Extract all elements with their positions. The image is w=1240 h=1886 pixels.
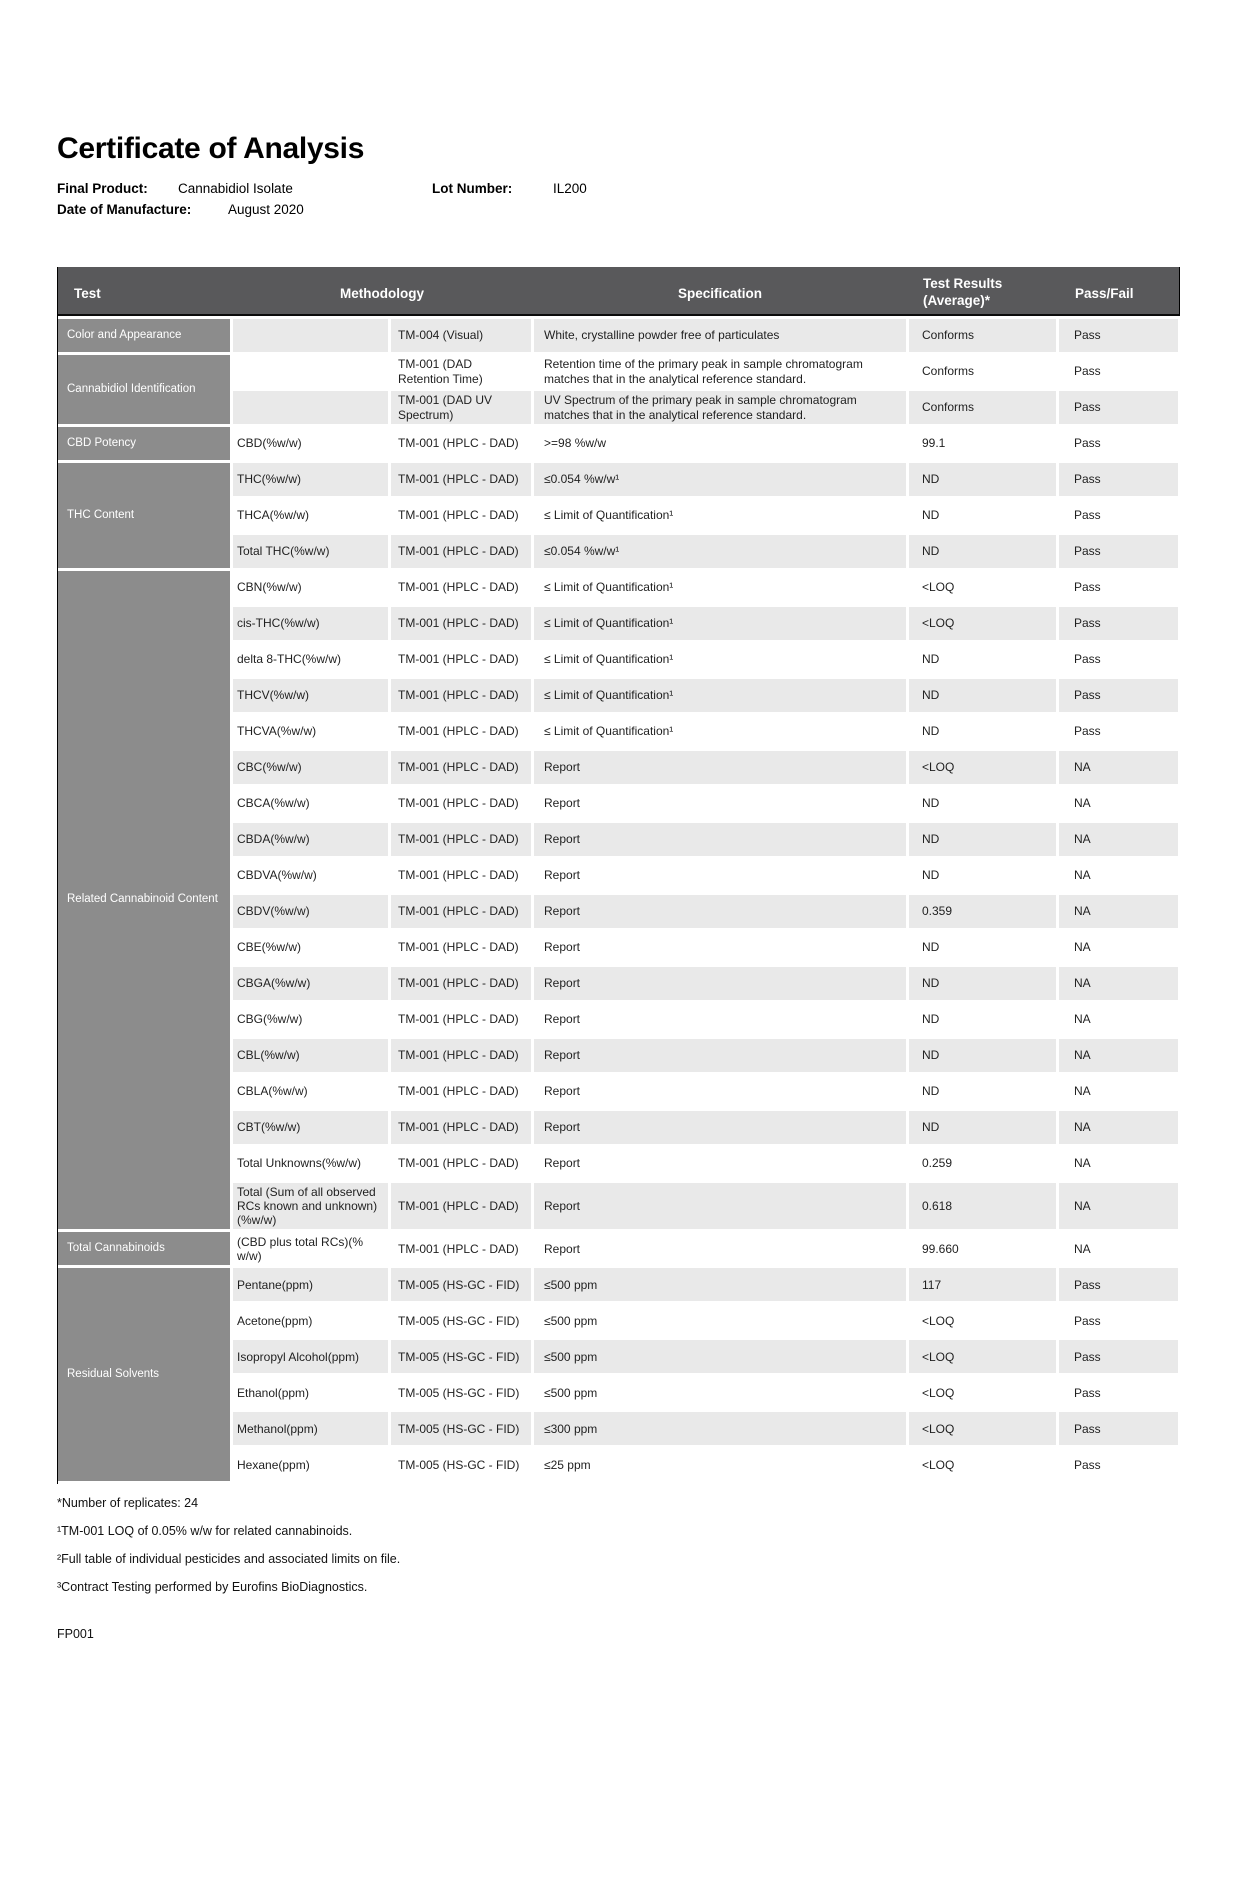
result-cell: 99.660 xyxy=(909,1232,1056,1265)
date-of-manufacture-label: Date of Manufacture: xyxy=(57,202,192,217)
result-cell: <LOQ xyxy=(909,1412,1056,1445)
footnote-loq: ¹TM-001 LOQ of 0.05% w/w for related cannabinoids. xyxy=(57,1524,353,1539)
result-cell: <LOQ xyxy=(909,751,1056,784)
result-cell: ND xyxy=(909,823,1056,856)
result-cell: Conforms xyxy=(909,355,1056,388)
method-cell: TM-001 (HPLC - DAD) xyxy=(391,535,531,568)
method-cell: TM-001 (HPLC - DAD) xyxy=(391,823,531,856)
table-row xyxy=(58,1232,1178,1265)
footnote-contract-testing: ³Contract Testing performed by Eurofins BioDiagnostics. xyxy=(57,1580,368,1595)
analyte-cell: CBE(%w/w) xyxy=(233,931,388,964)
result-cell: <LOQ xyxy=(909,571,1056,604)
table-row xyxy=(58,355,1178,388)
table-header-specification: Specification xyxy=(677,285,763,301)
result-cell: 0.359 xyxy=(909,895,1056,928)
meta-row-2 xyxy=(57,202,1180,223)
spec-cell: Report xyxy=(534,1147,906,1180)
passfail-cell: Pass xyxy=(1059,1340,1178,1373)
spec-cell: Report xyxy=(534,823,906,856)
method-cell: TM-001 (HPLC - DAD) xyxy=(391,571,531,604)
method-cell: TM-005 (HS-GC - FID) xyxy=(391,1268,531,1301)
meta-row-1 xyxy=(57,181,1180,202)
analyte-cell: CBG(%w/w) xyxy=(233,1003,388,1036)
result-cell: <LOQ xyxy=(909,607,1056,640)
result-cell: ND xyxy=(909,499,1056,532)
result-cell: ND xyxy=(909,1075,1056,1108)
spec-cell: White, crystalline powder free of particulates xyxy=(534,319,906,352)
passfail-cell: Pass xyxy=(1059,463,1178,496)
analyte-cell: Acetone(ppm) xyxy=(233,1304,388,1337)
spec-cell: Report xyxy=(534,787,906,820)
passfail-cell: NA xyxy=(1059,1183,1178,1229)
final-product-label: Final Product: xyxy=(57,181,148,196)
passfail-cell: Pass xyxy=(1059,535,1178,568)
final-product-value: Cannabidiol Isolate xyxy=(178,181,293,196)
result-cell: ND xyxy=(909,1003,1056,1036)
spec-cell: ≤ Limit of Quantification¹ xyxy=(534,679,906,712)
form-code: FP001 xyxy=(57,1627,94,1642)
method-cell: TM-001 (DAD Retention Time) xyxy=(391,355,531,388)
test-group-cell: Cannabidiol Identification xyxy=(58,355,230,424)
result-cell: 0.618 xyxy=(909,1183,1056,1229)
method-cell: TM-001 (HPLC - DAD) xyxy=(391,1075,531,1108)
passfail-cell: NA xyxy=(1059,895,1178,928)
results-table-wrap xyxy=(57,267,1180,1484)
spec-cell: Report xyxy=(534,859,906,892)
passfail-cell: NA xyxy=(1059,967,1178,1000)
passfail-cell: NA xyxy=(1059,931,1178,964)
method-cell: TM-001 (HPLC - DAD) xyxy=(391,499,531,532)
analyte-cell xyxy=(233,391,388,424)
spec-cell: ≤ Limit of Quantification¹ xyxy=(534,607,906,640)
analyte-cell: Total THC(%w/w) xyxy=(233,535,388,568)
passfail-cell: Pass xyxy=(1059,643,1178,676)
passfail-cell: Pass xyxy=(1059,679,1178,712)
result-cell: ND xyxy=(909,1111,1056,1144)
result-cell: 0.259 xyxy=(909,1147,1056,1180)
test-group-cell: Color and Appearance xyxy=(58,319,230,352)
table-row xyxy=(58,463,1178,496)
method-cell: TM-001 (HPLC - DAD) xyxy=(391,643,531,676)
table-header-pass-fail: Pass/Fail xyxy=(1075,285,1134,301)
spec-cell: ≤0.054 %w/w¹ xyxy=(534,535,906,568)
passfail-cell: NA xyxy=(1059,1147,1178,1180)
test-group-cell: CBD Potency xyxy=(58,427,230,460)
coa-table xyxy=(55,267,1181,1484)
analyte-cell: CBGA(%w/w) xyxy=(233,967,388,1000)
analyte-cell: cis-THC(%w/w) xyxy=(233,607,388,640)
spec-cell: ≤ Limit of Quantification¹ xyxy=(534,571,906,604)
product-meta xyxy=(57,181,1180,223)
table-row xyxy=(58,427,1178,460)
method-cell: TM-001 (HPLC - DAD) xyxy=(391,859,531,892)
footnote-pesticides: ²Full table of individual pesticides and associated limits on file. xyxy=(57,1552,401,1567)
passfail-cell: Pass xyxy=(1059,1412,1178,1445)
table-row xyxy=(58,319,1178,352)
method-cell: TM-001 (HPLC - DAD) xyxy=(391,1183,531,1229)
certificate-page xyxy=(57,132,1180,1641)
analyte-cell: Pentane(ppm) xyxy=(233,1268,388,1301)
result-cell: <LOQ xyxy=(909,1448,1056,1481)
spec-cell: Report xyxy=(534,895,906,928)
method-cell: TM-005 (HS-GC - FID) xyxy=(391,1304,531,1337)
method-cell: TM-001 (HPLC - DAD) xyxy=(391,427,531,460)
spec-cell: Report xyxy=(534,967,906,1000)
spec-cell: ≤0.054 %w/w¹ xyxy=(534,463,906,496)
spec-cell: Report xyxy=(534,1075,906,1108)
result-cell: ND xyxy=(909,967,1056,1000)
analyte-cell: THCV(%w/w) xyxy=(233,679,388,712)
analyte-cell: THCVA(%w/w) xyxy=(233,715,388,748)
passfail-cell: Pass xyxy=(1059,715,1178,748)
lot-number-value: IL200 xyxy=(553,181,587,196)
method-cell: TM-001 (HPLC - DAD) xyxy=(391,1232,531,1265)
method-cell: TM-001 (HPLC - DAD) xyxy=(391,967,531,1000)
analyte-cell: CBDVA(%w/w) xyxy=(233,859,388,892)
passfail-cell: NA xyxy=(1059,1003,1178,1036)
result-cell: <LOQ xyxy=(909,1304,1056,1337)
passfail-cell: Pass xyxy=(1059,499,1178,532)
passfail-cell: Pass xyxy=(1059,355,1178,388)
result-cell: 117 xyxy=(909,1268,1056,1301)
result-cell: ND xyxy=(909,643,1056,676)
spec-cell: ≤300 ppm xyxy=(534,1412,906,1445)
analyte-cell: CBC(%w/w) xyxy=(233,751,388,784)
passfail-cell: NA xyxy=(1059,1075,1178,1108)
method-cell: TM-001 (HPLC - DAD) xyxy=(391,1147,531,1180)
result-cell: ND xyxy=(909,931,1056,964)
date-of-manufacture-value: August 2020 xyxy=(228,202,304,217)
result-cell: ND xyxy=(909,787,1056,820)
method-cell: TM-004 (Visual) xyxy=(391,319,531,352)
spec-cell: ≤ Limit of Quantification¹ xyxy=(534,643,906,676)
result-cell: ND xyxy=(909,1039,1056,1072)
method-cell: TM-001 (HPLC - DAD) xyxy=(391,1111,531,1144)
method-cell: TM-001 (HPLC - DAD) xyxy=(391,679,531,712)
method-cell: TM-001 (HPLC - DAD) xyxy=(391,1039,531,1072)
table-header-methodology: Methodology xyxy=(340,285,424,301)
spec-cell: Report xyxy=(534,1111,906,1144)
spec-cell: ≤500 ppm xyxy=(534,1376,906,1409)
footnotes xyxy=(57,1497,1180,1601)
analyte-cell: (CBD plus total RCs)(% w/w) xyxy=(233,1232,388,1265)
analyte-cell: delta 8-THC(%w/w) xyxy=(233,643,388,676)
spec-cell: >=98 %w/w xyxy=(534,427,906,460)
analyte-cell: CBDA(%w/w) xyxy=(233,823,388,856)
passfail-cell: Pass xyxy=(1059,319,1178,352)
passfail-cell: Pass xyxy=(1059,607,1178,640)
analyte-cell: Isopropyl Alcohol(ppm) xyxy=(233,1340,388,1373)
result-cell: ND xyxy=(909,535,1056,568)
result-cell: ND xyxy=(909,859,1056,892)
table-row xyxy=(58,571,1178,604)
analyte-cell xyxy=(233,355,388,388)
table-header-test-results: Test Results (Average)* xyxy=(923,276,1003,308)
passfail-cell: NA xyxy=(1059,1039,1178,1072)
test-group-cell: Total Cannabinoids xyxy=(58,1232,230,1265)
analyte-cell xyxy=(233,319,388,352)
passfail-cell: NA xyxy=(1059,823,1178,856)
result-cell: ND xyxy=(909,463,1056,496)
analyte-cell: THC(%w/w) xyxy=(233,463,388,496)
spec-cell: Report xyxy=(534,1003,906,1036)
method-cell: TM-001 (HPLC - DAD) xyxy=(391,895,531,928)
spec-cell: ≤500 ppm xyxy=(534,1340,906,1373)
passfail-cell: Pass xyxy=(1059,1376,1178,1409)
test-group-cell: Residual Solvents xyxy=(58,1268,230,1481)
spec-cell: ≤500 ppm xyxy=(534,1268,906,1301)
method-cell: TM-001 (HPLC - DAD) xyxy=(391,607,531,640)
passfail-cell: Pass xyxy=(1059,427,1178,460)
passfail-cell: Pass xyxy=(1059,391,1178,424)
passfail-cell: NA xyxy=(1059,859,1178,892)
analyte-cell: THCA(%w/w) xyxy=(233,499,388,532)
spec-cell: ≤25 ppm xyxy=(534,1448,906,1481)
analyte-cell: Ethanol(ppm) xyxy=(233,1376,388,1409)
analyte-cell: CBD(%w/w) xyxy=(233,427,388,460)
method-cell: TM-005 (HS-GC - FID) xyxy=(391,1340,531,1373)
method-cell: TM-001 (HPLC - DAD) xyxy=(391,715,531,748)
test-group-cell: Related Cannabinoid Content xyxy=(58,571,230,1229)
analyte-cell: CBCA(%w/w) xyxy=(233,787,388,820)
method-cell: TM-001 (HPLC - DAD) xyxy=(391,463,531,496)
analyte-cell: CBLA(%w/w) xyxy=(233,1075,388,1108)
method-cell: TM-005 (HS-GC - FID) xyxy=(391,1448,531,1481)
spec-cell: Retention time of the primary peak in sample chromatogram matches that in the analytical reference standard. xyxy=(534,355,906,388)
passfail-cell: Pass xyxy=(1059,1448,1178,1481)
passfail-cell: NA xyxy=(1059,751,1178,784)
analyte-cell: CBT(%w/w) xyxy=(233,1111,388,1144)
analyte-cell: Methanol(ppm) xyxy=(233,1412,388,1445)
result-cell: <LOQ xyxy=(909,1340,1056,1373)
method-cell: TM-001 (DAD UV Spectrum) xyxy=(391,391,531,424)
table-row xyxy=(58,1268,1178,1301)
method-cell: TM-005 (HS-GC - FID) xyxy=(391,1412,531,1445)
method-cell: TM-001 (HPLC - DAD) xyxy=(391,931,531,964)
result-cell: ND xyxy=(909,715,1056,748)
passfail-cell: Pass xyxy=(1059,1268,1178,1301)
spec-cell: ≤ Limit of Quantification¹ xyxy=(534,715,906,748)
table-header-row xyxy=(58,270,1178,316)
analyte-cell: CBN(%w/w) xyxy=(233,571,388,604)
spec-cell: Report xyxy=(534,1183,906,1229)
footnote-replicates: *Number of replicates: 24 xyxy=(57,1496,199,1511)
analyte-cell: CBL(%w/w) xyxy=(233,1039,388,1072)
spec-cell: Report xyxy=(534,931,906,964)
spec-cell: Report xyxy=(534,751,906,784)
passfail-cell: NA xyxy=(1059,787,1178,820)
passfail-cell: Pass xyxy=(1059,1304,1178,1337)
result-cell: Conforms xyxy=(909,319,1056,352)
result-cell: Conforms xyxy=(909,391,1056,424)
result-cell: ND xyxy=(909,679,1056,712)
spec-cell: ≤500 ppm xyxy=(534,1304,906,1337)
analyte-cell: Hexane(ppm) xyxy=(233,1448,388,1481)
result-cell: <LOQ xyxy=(909,1376,1056,1409)
passfail-cell: NA xyxy=(1059,1232,1178,1265)
method-cell: TM-001 (HPLC - DAD) xyxy=(391,751,531,784)
method-cell: TM-001 (HPLC - DAD) xyxy=(391,1003,531,1036)
table-header-test: Test xyxy=(74,285,101,301)
page-title: Certificate of Analysis xyxy=(57,132,365,165)
passfail-cell: Pass xyxy=(1059,571,1178,604)
analyte-cell: Total Unknowns(%w/w) xyxy=(233,1147,388,1180)
spec-cell: UV Spectrum of the primary peak in sample chromatogram matches that in the analytical reference standard. xyxy=(534,391,906,424)
lot-number-label: Lot Number: xyxy=(432,181,513,196)
method-cell: TM-001 (HPLC - DAD) xyxy=(391,787,531,820)
spec-cell: Report xyxy=(534,1232,906,1265)
spec-cell: Report xyxy=(534,1039,906,1072)
method-cell: TM-005 (HS-GC - FID) xyxy=(391,1376,531,1409)
analyte-cell: CBDV(%w/w) xyxy=(233,895,388,928)
analyte-cell: Total (Sum of all observed RCs known and unknown) (%w/w) xyxy=(233,1183,388,1229)
spec-cell: ≤ Limit of Quantification¹ xyxy=(534,499,906,532)
passfail-cell: NA xyxy=(1059,1111,1178,1144)
result-cell: 99.1 xyxy=(909,427,1056,460)
test-group-cell: THC Content xyxy=(58,463,230,568)
